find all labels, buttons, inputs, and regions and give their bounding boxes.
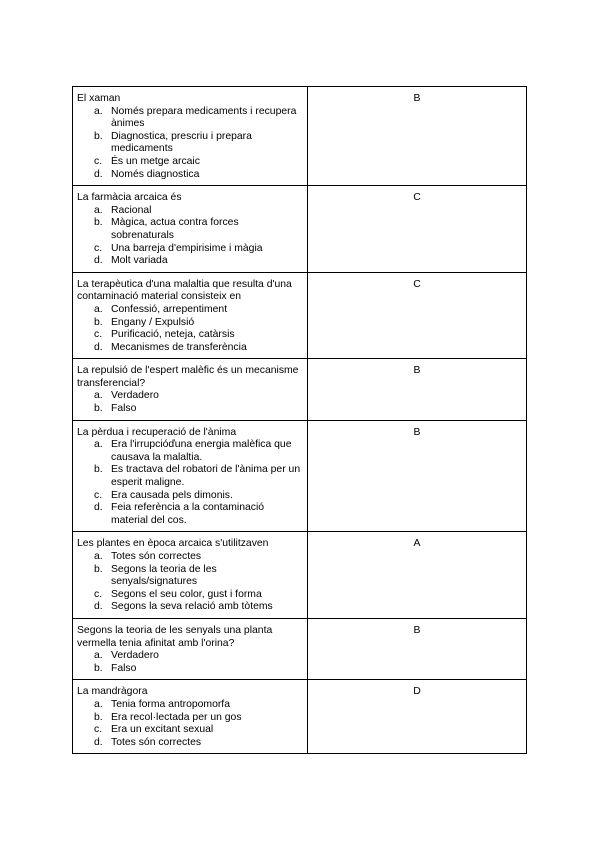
option-text: Totes són correctes [111, 551, 202, 562]
option-item [77, 205, 303, 218]
option-letter: b. [94, 130, 103, 142]
option-item [77, 439, 303, 464]
option-item [77, 724, 303, 737]
option-letter: a. [94, 105, 103, 117]
option-text: Falso [111, 662, 137, 674]
question-cell [73, 186, 308, 273]
question-cell [73, 272, 308, 359]
option-letter: a. [94, 303, 103, 315]
option-item [77, 317, 303, 330]
option-letter: c. [94, 588, 103, 600]
question-row [73, 87, 527, 186]
option-letter: d. [94, 601, 103, 613]
option-item [77, 304, 303, 317]
option-item [77, 390, 303, 403]
options-list [77, 551, 303, 614]
question-text: La farmàcia arcaica és [77, 192, 182, 204]
option-text: És un metge arcaic [111, 155, 200, 167]
option-text: Verdadero [111, 390, 159, 402]
options-list [77, 106, 303, 182]
option-text: Era un excitant sexual [111, 724, 214, 736]
option-item [77, 255, 303, 268]
option-text: Segons la seva relació amb tòtems [111, 601, 273, 613]
option-text: Racional [111, 204, 152, 216]
option-item [77, 169, 303, 182]
answer-cell [308, 680, 527, 754]
option-item [77, 589, 303, 602]
answer-cell [308, 618, 527, 679]
answer-cell [308, 532, 527, 619]
option-letter: a. [94, 650, 103, 662]
question-row [73, 618, 527, 679]
question-text: Les plantes en època arcaica s'utilitzaven [77, 538, 269, 550]
question-row [73, 420, 527, 532]
question-cell [73, 87, 308, 186]
option-letter: a. [94, 698, 103, 710]
option-text: Purificació, neteja, catàrsis [111, 329, 235, 341]
question-cell [73, 680, 308, 754]
option-text: Tenia forma antropomorfa [111, 698, 230, 710]
option-text: Segons el seu color, gust i forma [111, 588, 262, 600]
answer-cell [308, 186, 527, 273]
option-letter: b. [94, 316, 103, 328]
answer-cell [308, 272, 527, 359]
option-letter: a. [94, 439, 103, 451]
options-list [77, 304, 303, 354]
option-letter: b. [94, 711, 103, 723]
question-text: La repulsió de l'espert malèfic és un mecanisme transferencial? [77, 365, 299, 389]
question-text: Segons la teoria de les senyals una planta vermella tenia afinitat amb l'orina? [77, 624, 273, 649]
option-item [77, 464, 303, 489]
option-letter: a. [94, 551, 103, 562]
answer-letter: C [413, 278, 421, 290]
answer-letter: D [413, 686, 421, 698]
question-text: El xaman [77, 93, 121, 104]
question-cell [73, 359, 308, 420]
option-item [77, 243, 303, 256]
option-text: Només prepara medicaments i recupera ànimes [111, 105, 297, 130]
options-list [77, 439, 303, 527]
option-item [77, 564, 303, 589]
option-letter: b. [94, 563, 103, 575]
answer-letter: B [413, 624, 421, 636]
option-letter: c. [94, 724, 103, 736]
option-text: Confessió, arrepentiment [111, 303, 228, 315]
option-item [77, 712, 303, 725]
answer-cell [308, 359, 527, 420]
option-letter: a. [94, 390, 103, 402]
option-item [77, 490, 303, 503]
option-text: Era causada pels dimonis. [111, 489, 233, 501]
options-list [77, 699, 303, 749]
question-text: La mandràgora [77, 686, 148, 698]
answer-letter: B [413, 93, 421, 104]
option-item [77, 663, 303, 676]
option-text: Era recol·lectada per un gos [111, 711, 242, 723]
question-row [73, 359, 527, 420]
option-text: Es tractava del robatori de l'ànima per un esperit maligne. [111, 464, 301, 489]
option-letter: b. [94, 662, 103, 674]
option-item [77, 342, 303, 355]
option-item [77, 329, 303, 342]
option-text: Segons la teoria de les senyals/signatures [111, 563, 217, 588]
option-item [77, 699, 303, 712]
option-letter: d. [94, 502, 103, 514]
question-text: La pèrdua i recuperació de l'ànima [77, 426, 237, 438]
option-item [77, 502, 303, 527]
option-text: Mecanismes de transferència [111, 341, 247, 353]
options-list [77, 650, 303, 675]
question-row [73, 532, 527, 619]
option-letter: b. [94, 403, 103, 415]
answer-cell [308, 87, 527, 186]
option-item [77, 650, 303, 663]
answer-letter: B [413, 365, 421, 377]
quiz-table [72, 86, 527, 754]
answer-letter: A [413, 538, 421, 550]
option-item [77, 551, 303, 564]
option-item [77, 601, 303, 614]
option-text: Totes són correctes [111, 736, 202, 748]
option-letter: b. [94, 464, 103, 476]
option-letter: d. [94, 255, 103, 267]
option-letter: d. [94, 341, 103, 353]
question-row [73, 272, 527, 359]
option-text: Verdadero [111, 650, 159, 662]
option-text: Molt variada [111, 255, 168, 267]
option-item [77, 106, 303, 131]
option-text: Màgica, actua contra forces sobrenaturals [111, 217, 239, 241]
option-text: Engany / Expulsió [111, 316, 195, 328]
option-item [77, 131, 303, 156]
answer-letter: C [413, 192, 421, 204]
option-item [77, 217, 303, 242]
quiz-table-body [73, 87, 527, 754]
question-row [73, 186, 527, 273]
answer-cell [308, 420, 527, 532]
option-letter: a. [94, 204, 103, 216]
option-letter: c. [94, 329, 103, 341]
option-letter: c. [94, 242, 103, 254]
option-letter: d. [94, 168, 103, 180]
option-letter: c. [94, 489, 103, 501]
option-item [77, 156, 303, 169]
option-text: Falso [111, 403, 137, 415]
question-cell [73, 618, 308, 679]
option-letter: c. [94, 155, 103, 167]
option-item [77, 403, 303, 416]
option-text: Només diagnostica [111, 168, 200, 180]
question-text: La terapèutica d'una malaltia que resulta d'una contaminació material consisteix en [77, 278, 292, 303]
option-text: Una barreja d'empirisime i màgia [111, 242, 263, 254]
option-letter: b. [94, 217, 103, 229]
answer-letter: B [413, 426, 421, 438]
question-cell [73, 420, 308, 532]
options-list [77, 390, 303, 415]
option-text: Feia referència a la contaminació material del cos. [111, 502, 265, 526]
option-item [77, 737, 303, 750]
question-cell [73, 532, 308, 619]
option-text: Diagnostica, prescriu i prepara medicaments [111, 130, 252, 155]
options-list [77, 205, 303, 268]
option-letter: d. [94, 736, 103, 748]
question-row [73, 680, 527, 754]
option-text: Era l'irrupcióďuna energia malèfica que causava la malaltia. [111, 439, 292, 463]
